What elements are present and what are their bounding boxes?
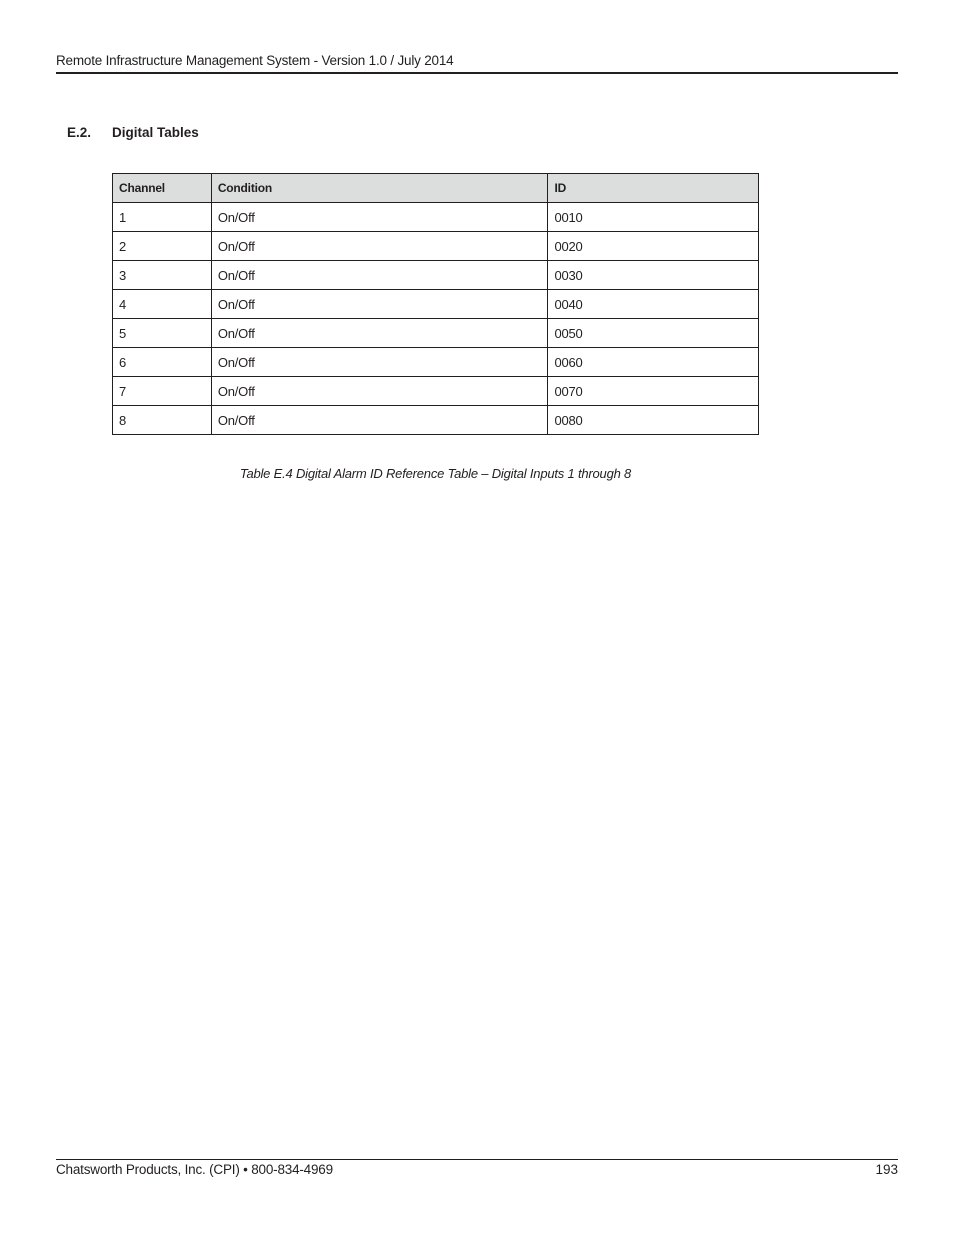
section-heading [67,125,199,140]
page-header [56,52,898,74]
cell-id: 0030 [548,261,759,290]
cell-condition: On/Off [211,261,548,290]
cell-channel: 4 [113,290,212,319]
table-row [113,290,759,319]
section-number: E.2. [67,125,92,140]
cell-condition: On/Off [211,348,548,377]
cell-id: 0020 [548,232,759,261]
cell-id: 0010 [548,203,759,232]
cell-condition: On/Off [211,232,548,261]
table-caption: Table E.4 Digital Alarm ID Reference Table – Digital Inputs 1 through 8 [239,466,632,481]
cell-id: 0070 [548,377,759,406]
column-header-condition: Condition [211,174,548,203]
cell-channel: 6 [113,348,212,377]
page-footer [56,1159,898,1182]
footer-company: Chatsworth Products, Inc. (CPI) • 800-834-4969 [56,1162,333,1177]
cell-id: 0060 [548,348,759,377]
cell-condition: On/Off [211,203,548,232]
cell-condition: On/Off [211,319,548,348]
section-title: Digital Tables [112,125,199,140]
table-row [113,348,759,377]
header-title: Remote Infrastructure Management System - Version 1.0 / July 2014 [56,53,454,68]
cell-condition: On/Off [211,377,548,406]
table-row [113,406,759,435]
column-header-channel: Channel [113,174,212,203]
digital-alarm-table [112,173,759,435]
table-header-row [113,174,759,203]
table-row [113,261,759,290]
page-number: 193 [875,1162,898,1177]
cell-channel: 1 [113,203,212,232]
cell-channel: 2 [113,232,212,261]
cell-channel: 7 [113,377,212,406]
table-row [113,377,759,406]
cell-channel: 5 [113,319,212,348]
cell-id: 0040 [548,290,759,319]
cell-id: 0050 [548,319,759,348]
cell-condition: On/Off [211,406,548,435]
table-row [113,203,759,232]
cell-condition: On/Off [211,290,548,319]
cell-channel: 8 [113,406,212,435]
cell-id: 0080 [548,406,759,435]
table-row [113,232,759,261]
column-header-id: ID [548,174,759,203]
table-row [113,319,759,348]
cell-channel: 3 [113,261,212,290]
